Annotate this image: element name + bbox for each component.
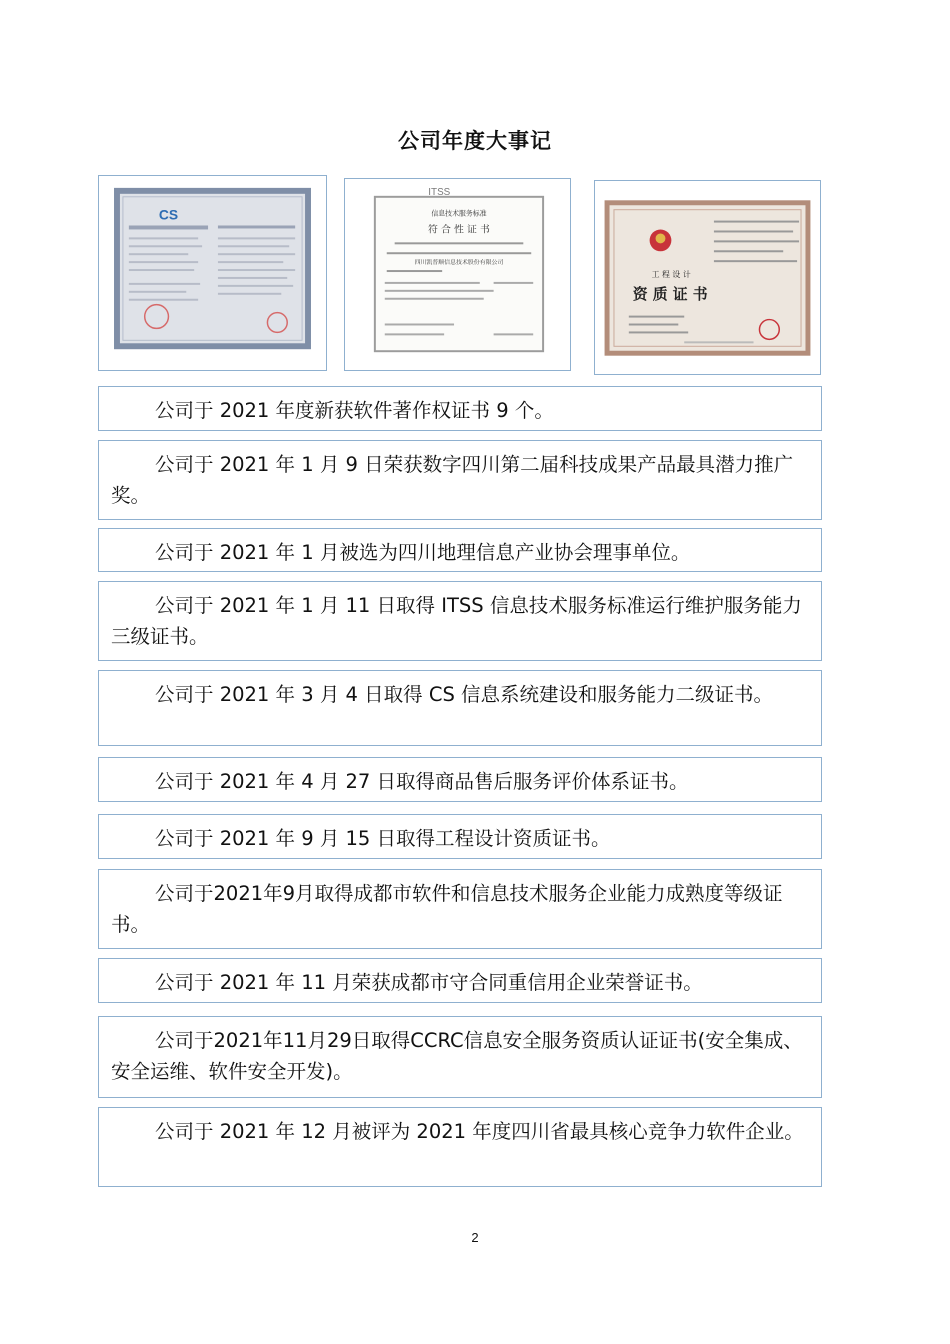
itss-name: 符 合 性 证 书 xyxy=(428,224,490,236)
design-name: 资 质 证 书 xyxy=(632,285,708,303)
event-item: 公司于 2021 年 1 月 11 日取得 ITSS 信息技术服务标准运行维护服务能力三级证书。 xyxy=(98,581,822,661)
event-item: 公司于 2021 年 4 月 27 日取得商品售后服务评价体系证书。 xyxy=(98,757,822,802)
event-item: 公司于 2021 年 1 月 9 日荣获数字四川第二届科技成果产品最具潜力推广奖。 xyxy=(98,440,822,520)
cs-certificate-image xyxy=(98,175,327,371)
event-item: 公司于 2021 年 3 月 4 日取得 CS 信息系统建设和服务能力二级证书。 xyxy=(98,670,822,746)
design-caption: 工 程 设 计 xyxy=(651,270,691,280)
event-item: 公司于 2021 年 1 月被选为四川地理信息产业协会理事单位。 xyxy=(98,528,822,572)
event-item: 公司于 2021 年 11 月荣获成都市守合同重信用企业荣誉证书。 xyxy=(98,958,822,1003)
page-title: 公司年度大事记 xyxy=(398,129,552,153)
itss-heading: 信息技术服务标准 xyxy=(431,209,487,218)
itss-badge: ITSS xyxy=(428,186,451,198)
event-item: 公司于2021年9月取得成都市软件和信息技术服务企业能力成熟度等级证书。 xyxy=(98,869,822,949)
itss-holder: 四川凯普顺信息技术股份有限公司 xyxy=(414,259,504,267)
cs-badge: CS xyxy=(158,206,179,223)
event-item: 公司于 2021 年度新获软件著作权证书 9 个。 xyxy=(98,386,822,431)
page-number: 2 xyxy=(471,1230,479,1245)
event-item: 公司于2021年11月29日取得CCRC信息安全服务资质认证证书(安全集成、安全运维、软件安全开发)。 xyxy=(98,1016,822,1098)
event-item: 公司于 2021 年 12 月被评为 2021 年度四川省最具核心竞争力软件企业。 xyxy=(98,1107,822,1187)
itss-certificate-image xyxy=(344,178,571,371)
event-item: 公司于 2021 年 9 月 15 日取得工程设计资质证书。 xyxy=(98,814,822,859)
engineering-design-certificate-image xyxy=(594,180,821,375)
